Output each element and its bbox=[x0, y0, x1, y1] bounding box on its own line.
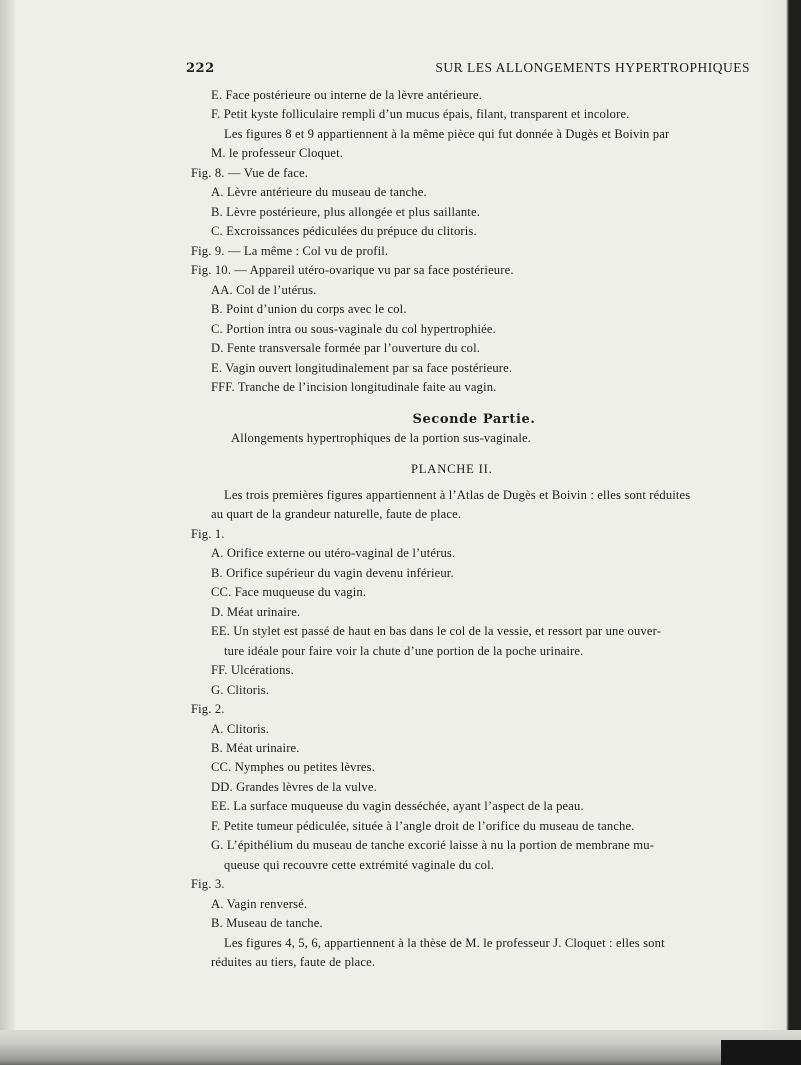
plate-heading: PLANCHE II. bbox=[411, 462, 493, 477]
text-line: C. Portion intra ou sous-vaginale du col hypertrophiée. bbox=[211, 321, 496, 336]
text-line: F. Petite tumeur pédiculée, située à l’angle droit de l’orifice du museau de tanche. bbox=[211, 818, 635, 833]
text-line: B. Point d’union du corps avec le col. bbox=[211, 302, 407, 317]
page-number: 222 bbox=[186, 61, 215, 76]
text-line: D. Fente transversale formée par l’ouverture du col. bbox=[211, 341, 481, 356]
text-line: EE. La surface muqueuse du vagin desséchée, ayant l’aspect de la peau. bbox=[211, 799, 584, 814]
text-line: au quart de la grandeur naturelle, faute de place. bbox=[211, 507, 462, 522]
text-line: E. Face postérieure ou interne de la lèvre antérieure. bbox=[211, 88, 483, 102]
text-line: A. Clitoris. bbox=[211, 721, 270, 736]
page-bottom-edge bbox=[0, 1030, 801, 1065]
running-header bbox=[186, 58, 757, 86]
text-line: Les trois premières figures appartiennent à l’Atlas de Dugès et Boivin : elles sont réduites bbox=[224, 487, 691, 502]
section-title: Seconde Partie. bbox=[412, 411, 536, 427]
text-line: C. Excroissances pédiculées du prépuce du clitoris. bbox=[211, 224, 477, 239]
page-text-column bbox=[186, 58, 757, 973]
text-line: CC. Nymphes ou petites lèvres. bbox=[211, 760, 376, 775]
text-line: FFF. Tranche de l’incision longitudinale faite au vagin. bbox=[211, 380, 497, 395]
text-line: Fig. 3. bbox=[191, 877, 225, 892]
section-subtitle: Allongements hypertrophiques de la portion sus-vaginale. bbox=[231, 430, 532, 445]
text-line: CC. Face muqueuse du vagin. bbox=[211, 585, 367, 600]
page-left-edge bbox=[0, 0, 14, 1065]
text-line: B. Orifice supérieur du vagin devenu inférieur. bbox=[211, 565, 454, 580]
text-line: A. Lèvre antérieure du museau de tanche. bbox=[211, 185, 427, 200]
page-right-shadow bbox=[789, 0, 801, 1065]
text-line: DD. Grandes lèvres de la vulve. bbox=[211, 779, 377, 794]
text-line: EE. Un stylet est passé de haut en bas dans le col de la vessie, et ressort par une ouver- bbox=[211, 624, 662, 639]
text-line: B. Museau de tanche. bbox=[211, 916, 323, 931]
text-line: ture idéale pour faire voir la chute d’une portion de la poche urinaire. bbox=[224, 643, 584, 658]
page-bottom-corner-shadow bbox=[721, 1040, 801, 1065]
text-line: D. Méat urinaire. bbox=[211, 604, 301, 619]
text-line: A. Vagin renversé. bbox=[211, 896, 308, 911]
text-line: Les figures 8 et 9 appartiennent à la même pièce qui fut donnée à Dugès et Boivin par bbox=[224, 126, 670, 141]
text-line: G. Clitoris. bbox=[211, 682, 270, 697]
text-line: FF. Ulcérations. bbox=[211, 663, 294, 678]
text-line: AA. Col de l’utérus. bbox=[211, 282, 317, 297]
text-line: Fig. 9. — La même : Col vu de profil. bbox=[191, 243, 389, 258]
text-line: G. L’épithélium du museau de tanche excorié laisse à nu la portion de membrane mu- bbox=[211, 838, 655, 853]
text-line: Fig. 10. — Appareil utéro-ovarique vu par sa face postérieure. bbox=[191, 263, 514, 278]
text-line: F. Petit kyste folliculaire rempli d’un mucus épais, filant, transparent et incolore. bbox=[211, 107, 630, 122]
text-line: B. Lèvre postérieure, plus allongée et plus saillante. bbox=[211, 204, 480, 219]
text-line: queuse qui recouvre cette extrémité vaginale du col. bbox=[224, 857, 495, 872]
text-line: A. Orifice externe ou utéro-vaginal de l’utérus. bbox=[211, 546, 456, 561]
text-line: Fig. 8. — Vue de face. bbox=[191, 165, 309, 180]
running-title: SUR LES ALLONGEMENTS HYPERTROPHIQUES bbox=[435, 60, 750, 75]
text-line: E. Vagin ouvert longitudinalement par sa face postérieure. bbox=[211, 360, 513, 375]
text-line: Fig. 1. bbox=[191, 526, 225, 541]
figure-legends-part-one bbox=[191, 86, 757, 398]
text-line: réduites au tiers, faute de place. bbox=[211, 955, 376, 970]
text-line: M. le professeur Cloquet. bbox=[211, 146, 344, 161]
text-line: B. Méat urinaire. bbox=[211, 741, 300, 755]
text-line: Fig. 2. bbox=[191, 702, 225, 717]
figure-legends-part-two bbox=[191, 486, 757, 973]
text-line: Les figures 4, 5, 6, appartiennent à la thèse de M. le professeur J. Cloquet : elles sont bbox=[224, 935, 665, 950]
